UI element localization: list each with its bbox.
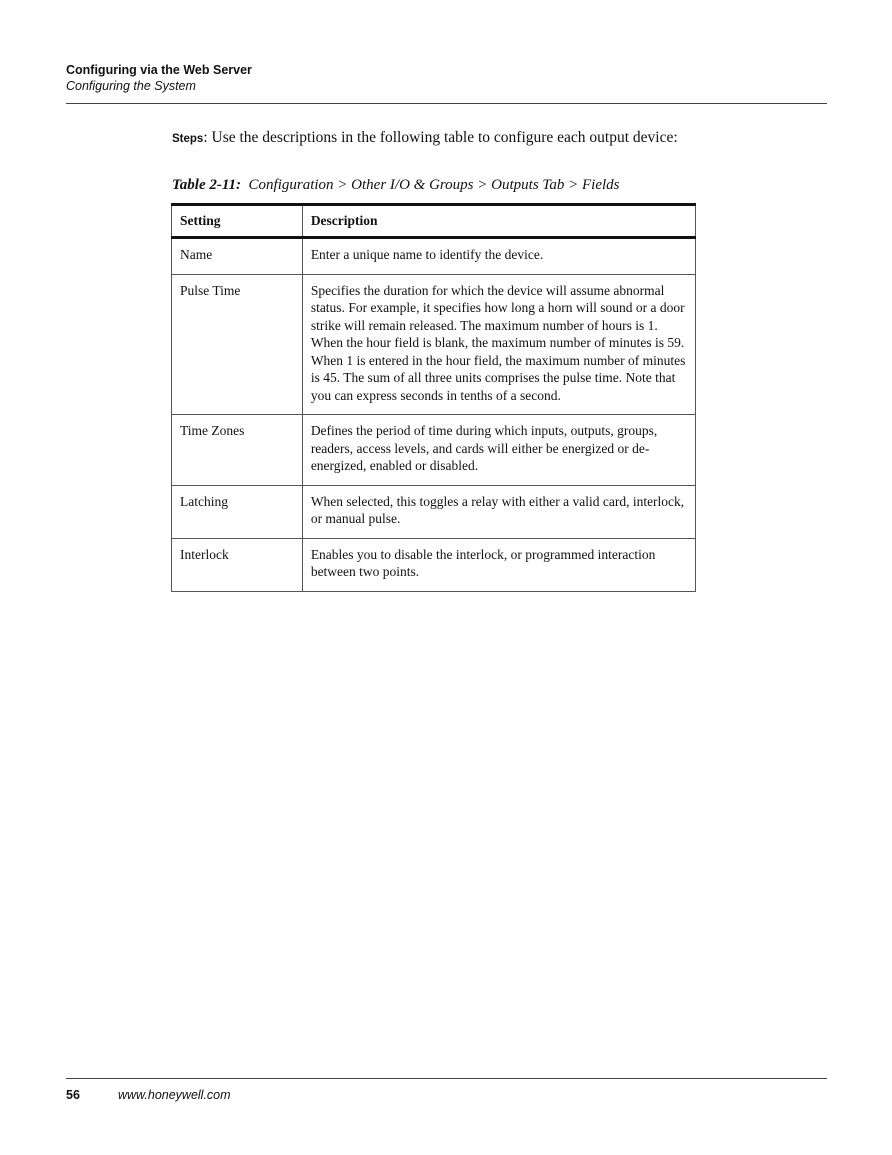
column-header-description: Description [302,205,695,238]
description-cell: Specifies the duration for which the device will assume abnormal status. For example, it specifies how long a horn will sound or a door strike will remain released. The maximum number of hours is 1. When the hour field is blank, the maximum number of minutes is 59. When 1 is entered in the hour field, the maximum number of minutes is 45. The sum of all three units comprises the pulse time. Note that you can express seconds in tenths of a second. [302,274,695,415]
table-caption-label: Table 2-11: [172,177,242,193]
website-link[interactable]: www.honeywell.com [118,1088,231,1102]
steps-paragraph [172,129,678,148]
setting-cell: Name [172,238,303,275]
setting-cell: Latching [172,485,303,538]
steps-text: : Use the descriptions in the following table to configure each output device: [203,129,678,146]
steps-label: Steps [172,133,204,145]
section-title: Configuring the System [66,79,196,93]
description-cell: Enter a unique name to identify the device. [302,238,695,275]
page-number: 56 [66,1088,80,1102]
table-row [172,238,696,275]
page-footer [66,1087,231,1103]
setting-cell: Pulse Time [172,274,303,415]
table-row [172,538,696,591]
page-header [66,63,252,94]
table-caption-text: Configuration > Other I/O & Groups > Outputs Tab > Fields [241,177,620,193]
description-cell: Defines the period of time during which inputs, outputs, groups, readers, access levels, and cards will either be energized or de-energized, enabled or disabled. [302,415,695,486]
description-cell: Enables you to disable the interlock, or programmed interaction between two points. [302,538,695,591]
table-caption [172,176,619,194]
table-row [172,415,696,486]
column-header-setting: Setting [172,205,303,238]
table-row [172,274,696,415]
header-divider [66,103,827,104]
table-row [172,485,696,538]
description-cell: When selected, this toggles a relay with either a valid card, interlock, or manual pulse. [302,485,695,538]
table-header-row [172,205,696,238]
fields-table [171,203,696,592]
chapter-title: Configuring via the Web Server [66,63,252,77]
footer-divider [66,1078,827,1079]
setting-cell: Interlock [172,538,303,591]
setting-cell: Time Zones [172,415,303,486]
